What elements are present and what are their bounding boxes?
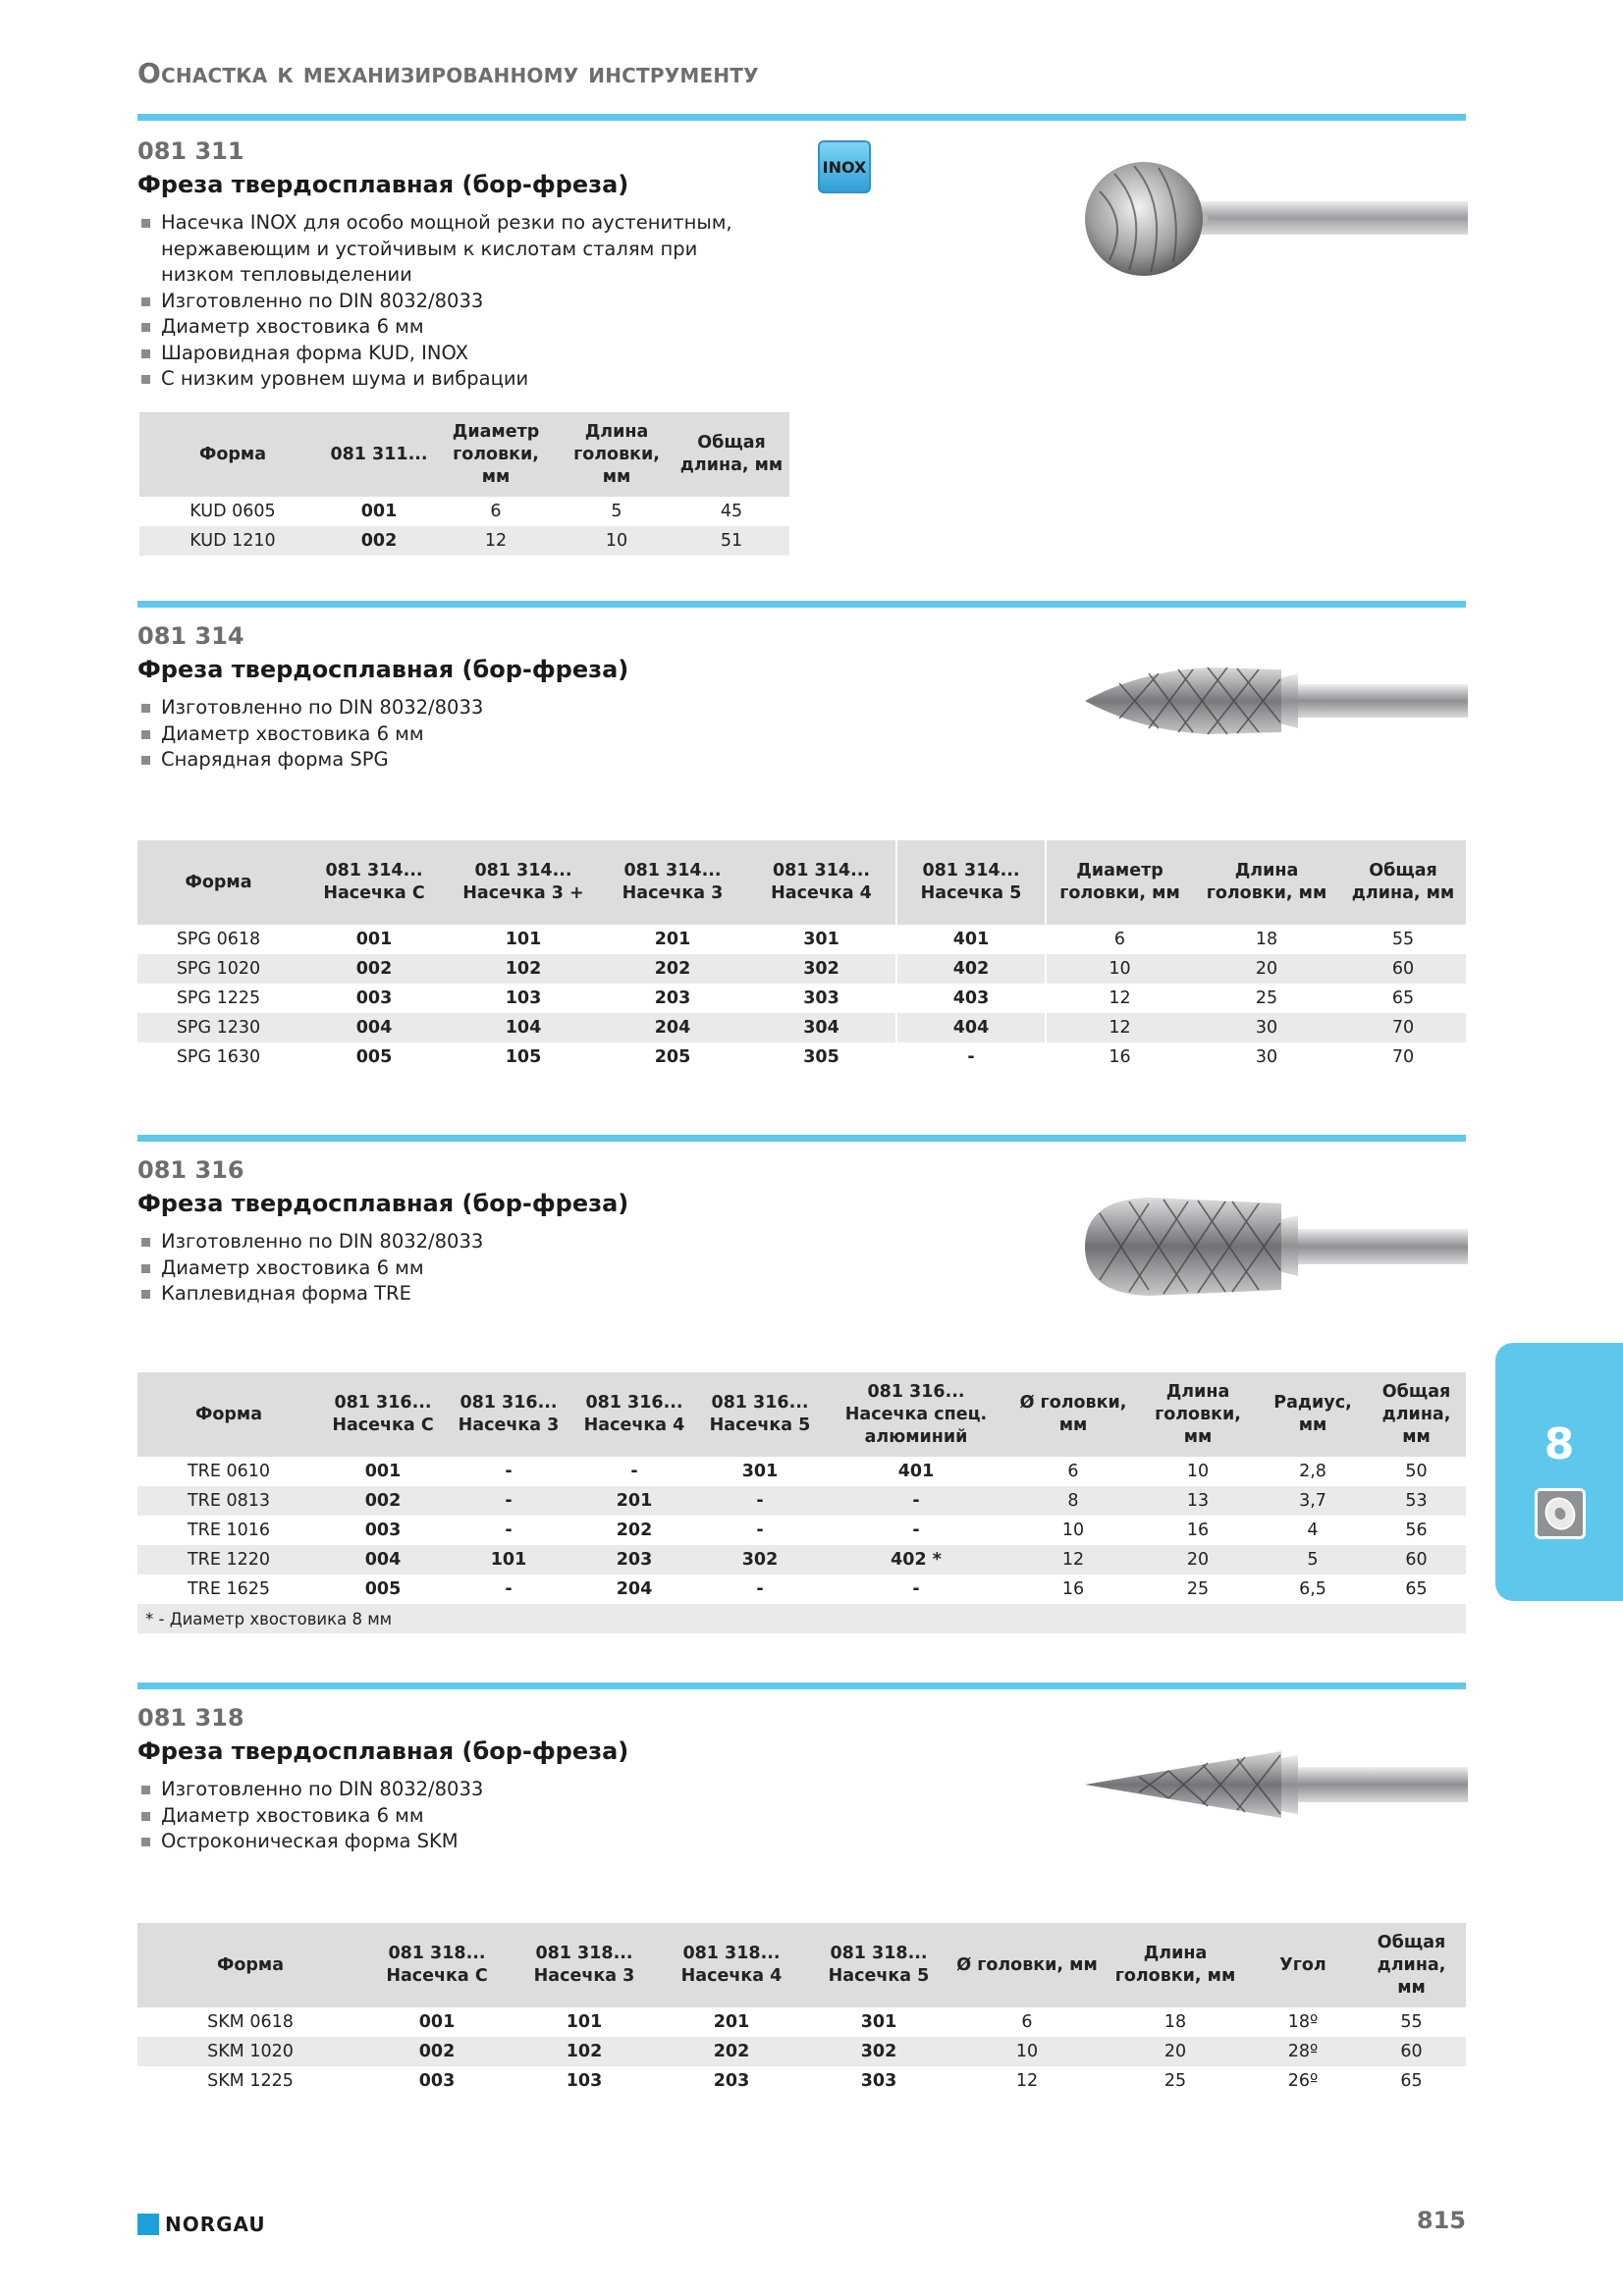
- cell: 001: [360, 502, 398, 521]
- cell: 10: [1186, 1462, 1210, 1481]
- cell: 302: [747, 954, 896, 984]
- cell: 001: [364, 1462, 402, 1481]
- spec-table-081314: [137, 840, 1466, 1072]
- cell: 202: [616, 1521, 653, 1540]
- cell: 002: [320, 1486, 446, 1516]
- product-title: Фреза твердосплавная (бор-фреза): [137, 1190, 629, 1217]
- cell: 301: [741, 1462, 779, 1481]
- cell: 18: [1255, 930, 1278, 949]
- cell: 101: [446, 1545, 571, 1575]
- cell: 003: [364, 1521, 402, 1540]
- cell: 56: [1405, 1521, 1428, 1540]
- cell: 103: [566, 2071, 603, 2091]
- cell: 3,7: [1259, 1486, 1367, 1516]
- product-title: Фреза твердосплавная (бор-фреза): [137, 656, 629, 683]
- col-header: Длина головки, мм: [1137, 1372, 1259, 1457]
- feature-item: Каплевидная форма TRE: [137, 1281, 1466, 1308]
- cell: 10: [1061, 1521, 1085, 1540]
- col-header: 081 316... Насечка 3: [446, 1372, 571, 1457]
- cell: 002: [363, 2037, 511, 2066]
- table-row: [139, 497, 789, 526]
- product-code: 081 316: [137, 1156, 244, 1184]
- cell: 16: [1186, 1521, 1210, 1540]
- feature-item: Остроконическая форма SKM: [137, 1829, 1466, 1855]
- cell: -: [505, 1579, 513, 1599]
- cell: TRE 1016: [187, 1521, 270, 1540]
- col-header: 081 318... Насечка 5: [805, 1923, 952, 2007]
- col-header: 081 318... Насечка 4: [658, 1923, 805, 2007]
- cell: 203: [571, 1545, 697, 1575]
- col-header: Ø головки, мм: [1009, 1372, 1137, 1457]
- cell: 203: [713, 2071, 750, 2091]
- col-header: Общая длина, мм: [1357, 1923, 1466, 2007]
- cell: 105: [505, 1047, 542, 1067]
- table-row: [137, 984, 1466, 1013]
- product-title: Фреза твердосплавная (бор-фреза): [137, 171, 629, 198]
- table-row: [137, 1486, 1466, 1516]
- col-header: 081 316... Насечка 5: [697, 1372, 823, 1457]
- cell: 30: [1193, 1013, 1340, 1042]
- product-title: Фреза твердосплавная (бор-фреза): [137, 1737, 629, 1765]
- skm-burr-image: [1080, 1737, 1468, 1832]
- cell: 204: [598, 1013, 747, 1042]
- brand-name: NORGAU: [165, 2213, 266, 2236]
- table-row: [137, 1013, 1466, 1042]
- cell: 201: [713, 2012, 750, 2032]
- col-header: 081 316... Насечка 4: [571, 1372, 697, 1457]
- feature-item: Диаметр хвостовика 6 мм: [137, 1255, 1466, 1282]
- cell: 10: [1046, 954, 1193, 984]
- feature-item: Насечка INOX для особо мощной резки по аустенитным, нержавеющим и устойчивым к кислотам сталям при низком тепловыделении: [137, 210, 766, 289]
- table-row: [137, 954, 1466, 984]
- cell: KUD 1210: [139, 526, 326, 556]
- table-row: [137, 1545, 1466, 1575]
- cell: 12: [1009, 1545, 1137, 1575]
- table-row: [137, 1516, 1466, 1545]
- table-row: [137, 1457, 1466, 1486]
- col-header: Ø головки, мм: [952, 1923, 1102, 2007]
- col-header: Форма: [139, 412, 326, 497]
- cell: 201: [654, 930, 691, 949]
- cell: 45: [720, 502, 743, 521]
- cell: 002: [326, 526, 432, 556]
- cell: 65: [1400, 2071, 1423, 2091]
- feature-item: Изготовленно по DIN 8032/8033: [137, 1229, 1466, 1255]
- cell: 60: [1367, 1545, 1466, 1575]
- cell: SKM 0618: [207, 2012, 294, 2032]
- cell: 203: [654, 988, 691, 1008]
- cell: 202: [598, 954, 747, 984]
- feature-item: Снарядная форма SPG: [137, 747, 1466, 774]
- col-header: 081 314... Насечка 4: [747, 840, 896, 925]
- cell: 16: [1061, 1579, 1085, 1599]
- table-row: [139, 526, 789, 556]
- table-row: [137, 1042, 1466, 1072]
- cell: 005: [364, 1579, 402, 1599]
- cell: 26º: [1287, 2071, 1319, 2091]
- cell: -: [896, 1042, 1046, 1072]
- cell: 303: [803, 988, 839, 1008]
- cell: -: [912, 1579, 920, 1599]
- cell: TRE 0813: [137, 1486, 320, 1516]
- cell: 12: [432, 526, 560, 556]
- product-code: 081 314: [137, 622, 244, 650]
- cell: 18: [1163, 2012, 1187, 2032]
- cell: 60: [1340, 954, 1466, 984]
- cell: 12: [1015, 2071, 1039, 2091]
- cell: -: [505, 1521, 513, 1540]
- cell: 16: [1046, 1042, 1193, 1072]
- cell: 301: [860, 2012, 897, 2032]
- cell: 12: [1046, 984, 1193, 1013]
- section-rule: [137, 601, 1466, 608]
- cell: -: [505, 1462, 513, 1481]
- cell: SKM 1225: [207, 2071, 294, 2091]
- col-header: 081 314... Насечка 5: [896, 840, 1046, 925]
- cell: SPG 1230: [137, 1013, 299, 1042]
- cell: 001: [355, 930, 393, 949]
- feature-list: [137, 210, 766, 393]
- cell: 305: [803, 1047, 839, 1067]
- cell: 28º: [1249, 2037, 1357, 2066]
- col-header: Длина головки, мм: [1102, 1923, 1249, 2007]
- feature-item: Диаметр хвостовика 6 мм: [137, 1803, 1466, 1830]
- cell: 18º: [1287, 2012, 1319, 2032]
- cell: 204: [616, 1579, 653, 1599]
- cell: -: [756, 1579, 764, 1599]
- cell: -: [697, 1486, 823, 1516]
- page-number: 815: [1416, 2207, 1466, 2234]
- table-row: [137, 2037, 1466, 2066]
- cell: 2,8: [1299, 1462, 1326, 1481]
- section-rule: [137, 1135, 1466, 1142]
- feature-item: Изготовленно по DIN 8032/8033: [137, 695, 1466, 721]
- cell: 103: [505, 988, 542, 1008]
- cell: 10: [560, 526, 674, 556]
- col-header: Форма: [137, 1923, 363, 2007]
- cell: 20: [1193, 954, 1340, 984]
- feature-item: Изготовленно по DIN 8032/8033: [137, 289, 766, 315]
- cell: 20: [1137, 1545, 1259, 1575]
- cell: SPG 1630: [176, 1047, 261, 1067]
- cell: 70: [1340, 1013, 1466, 1042]
- product-code: 081 311: [137, 137, 244, 165]
- cell: 25: [1255, 988, 1278, 1008]
- cell: 003: [418, 2071, 456, 2091]
- cell: 65: [1405, 1579, 1428, 1599]
- cell: 201: [571, 1486, 697, 1516]
- col-header: Диаметр головки, мм: [1046, 840, 1193, 925]
- cell: 303: [860, 2071, 897, 2091]
- col-header: Общая длина, мм: [674, 412, 789, 497]
- table-row: [137, 2007, 1466, 2037]
- cell: 003: [355, 988, 393, 1008]
- cell: SPG 0618: [176, 930, 261, 949]
- cell: TRE 1220: [137, 1545, 320, 1575]
- page-title: Оснастка к механизированному инструменту: [137, 57, 759, 89]
- table-row: [137, 2066, 1466, 2096]
- cell: 30: [1255, 1047, 1278, 1067]
- cell: 205: [654, 1047, 691, 1067]
- footnote-row: [137, 1604, 1466, 1633]
- cell: 001: [418, 2012, 456, 2032]
- col-header: Угол: [1249, 1923, 1357, 2007]
- footnote: * - Диаметр хвостовика 8 мм: [137, 1604, 1466, 1633]
- feature-item: Диаметр хвостовика 6 мм: [137, 721, 1466, 748]
- section-rule: [137, 1682, 1466, 1689]
- chapter-number: 8: [1543, 1419, 1575, 1469]
- cell: -: [823, 1486, 1009, 1516]
- cell: 5: [611, 502, 622, 521]
- cell: 65: [1391, 988, 1415, 1008]
- cell: 004: [320, 1545, 446, 1575]
- col-header: 081 314... Насечка С: [299, 840, 449, 925]
- table-row: [137, 1575, 1466, 1604]
- col-header: 081 314... Насечка 3 +: [449, 840, 598, 925]
- cell: TRE 0610: [187, 1462, 270, 1481]
- cell: 50: [1405, 1462, 1428, 1481]
- cell: 6: [1067, 1462, 1079, 1481]
- cell: 55: [1391, 930, 1415, 949]
- col-header: Длина головки, мм: [1193, 840, 1340, 925]
- cell: 102: [511, 2037, 658, 2066]
- cell: 25: [1163, 2071, 1187, 2091]
- cell: 12: [1046, 1013, 1193, 1042]
- cell: 101: [505, 930, 542, 949]
- spec-table-081318: [137, 1923, 1466, 2096]
- col-header: 081 311...: [326, 412, 432, 497]
- col-header: Форма: [137, 840, 299, 925]
- cell: 6: [1021, 2012, 1033, 2032]
- cell: 8: [1009, 1486, 1137, 1516]
- cell: 6: [490, 502, 502, 521]
- cell: 404: [896, 1013, 1046, 1042]
- cell: 55: [1400, 2012, 1423, 2032]
- col-header: Общая длина, мм: [1367, 1372, 1466, 1457]
- logo-square-icon: [137, 2214, 159, 2235]
- spg-burr-image: [1080, 652, 1468, 750]
- cell: 402 *: [823, 1545, 1009, 1575]
- cell: 302: [805, 2037, 952, 2066]
- cell: 402: [896, 954, 1046, 984]
- cell: KUD 0605: [189, 502, 276, 521]
- feature-item: С низким уровнем шума и вибрации: [137, 366, 766, 393]
- cell: 6,5: [1299, 1579, 1326, 1599]
- cell: 302: [697, 1545, 823, 1575]
- brand-logo: [137, 2213, 266, 2236]
- cell: 20: [1102, 2037, 1249, 2066]
- cell: 70: [1391, 1047, 1415, 1067]
- cell: 51: [674, 526, 789, 556]
- cell: 60: [1357, 2037, 1466, 2066]
- col-header: Общая длина, мм: [1340, 840, 1466, 925]
- tre-burr-image: [1080, 1192, 1468, 1300]
- cell: 10: [952, 2037, 1102, 2066]
- col-header: Радиус, мм: [1259, 1372, 1367, 1457]
- cell: 53: [1367, 1486, 1466, 1516]
- col-header: Диаметр головки, мм: [432, 412, 560, 497]
- cell: 403: [896, 984, 1046, 1013]
- header-rule: [137, 114, 1466, 121]
- cell: 6: [1046, 925, 1193, 954]
- col-header: 081 318... Насечка 3: [511, 1923, 658, 2007]
- cell: TRE 1625: [187, 1579, 270, 1599]
- spec-table-081311: [139, 412, 789, 556]
- table-row: [137, 925, 1466, 954]
- chapter-tab[interactable]: [1495, 1343, 1623, 1601]
- feature-item: Шаровидная форма KUD, INOX: [137, 341, 766, 367]
- cell: 101: [566, 2012, 603, 2032]
- col-header: Длина головки, мм: [560, 412, 674, 497]
- cell: 13: [1137, 1486, 1259, 1516]
- col-header: 081 316... Насечка спец. алюминий: [823, 1372, 1009, 1457]
- cell: 202: [658, 2037, 805, 2066]
- cell: -: [446, 1486, 571, 1516]
- col-header: 081 314... Насечка 3: [598, 840, 747, 925]
- cell: 401: [897, 1462, 935, 1481]
- cell: 301: [803, 930, 839, 949]
- cell: -: [756, 1521, 764, 1540]
- cell: 002: [299, 954, 449, 984]
- ball-burr-image: [1080, 152, 1468, 290]
- inox-badge: INOX: [818, 140, 871, 193]
- col-header: Форма: [137, 1372, 320, 1457]
- product-code: 081 318: [137, 1704, 244, 1732]
- cell: 304: [747, 1013, 896, 1042]
- cell: SPG 1020: [137, 954, 299, 984]
- cell: 401: [896, 925, 1046, 954]
- cell: 104: [449, 1013, 598, 1042]
- cell: 4: [1307, 1521, 1319, 1540]
- cell: SPG 1225: [176, 988, 261, 1008]
- spec-table-081316: [137, 1372, 1466, 1633]
- cell: 5: [1259, 1545, 1367, 1575]
- feature-item: Диаметр хвостовика 6 мм: [137, 314, 766, 341]
- grinding-disc-icon: [1535, 1488, 1586, 1539]
- cell: 004: [299, 1013, 449, 1042]
- col-header: 081 316... Насечка С: [320, 1372, 446, 1457]
- cell: -: [630, 1462, 638, 1481]
- col-header: 081 318... Насечка С: [363, 1923, 511, 2007]
- cell: 005: [355, 1047, 393, 1067]
- cell: -: [912, 1521, 920, 1540]
- cell: 25: [1186, 1579, 1210, 1599]
- cell: SKM 1020: [137, 2037, 363, 2066]
- page-header: [137, 57, 1466, 89]
- feature-item: Изготовленно по DIN 8032/8033: [137, 1777, 1466, 1803]
- cell: 102: [449, 954, 598, 984]
